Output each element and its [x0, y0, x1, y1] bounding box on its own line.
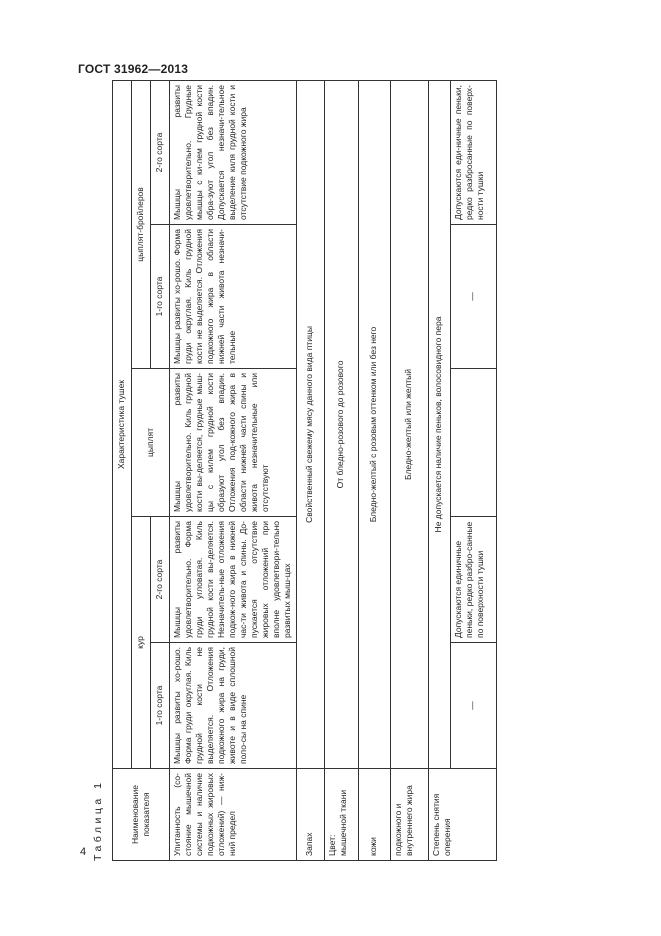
col-name-header: Наименование показателя	[113, 769, 170, 861]
row-fatness-broiler2: Мышцы развиты удовлетворительно. Грудные мышцы с ки-лем грудной кости обра-зуют угол без впадин. Допускается незначи-тельное выделение киля грудной кости и отсутствие подкожного жира	[170, 80, 297, 224]
group-broiler: цыплят-бройлеров	[132, 80, 151, 368]
grade-kur-1: 1-го сорта	[151, 643, 170, 769]
row-fatness-kur2: Мышцы развиты удовлетворительно. Форма груди угловатая. Киль грудной кости вы-деляется. Незначитель-ные отложения подкож-ного жира в нижней час-ти живота и спины. До-пускается отсутствие жировых отложений при вполне удовлетвори-тельно развитых мыш-цах	[170, 517, 297, 643]
document-header: ГОСТ 31962—2013	[78, 62, 189, 76]
row-fatness-tsyp: Мышцы развиты удовлетворительно. Киль грудной кости вы-деляется, грудные мыш-цы с килем грудной кости образуют угол без впадин. Отложения под-кожного жира в области нижней части спины и живота незначительные или отсутствуют	[170, 369, 297, 517]
row-fatness-kur1: Мышцы развиты хо-рошо. Форма груди округлая. Киль грудной кости не выделяется. Отложения подкожного жира на груди, животе и в виде сплошной поло-сы на спине	[170, 643, 297, 769]
page-number: 4	[80, 846, 87, 858]
row-feather-kur2: Допускаются единичные пеньки, редко разбро-санные по поверхности тушки	[450, 517, 496, 643]
char-header: Характеристика тушек	[113, 80, 132, 768]
row-feather-common: Не допускается наличие пеньков, волосовидного пера	[428, 80, 450, 768]
row-skin-value: Бледно-желтый с розовым оттенком или без него	[358, 80, 390, 768]
row-smell-value: Свойственный свежему мясу данного вида птицы	[296, 80, 324, 768]
color-label: Цвет:	[326, 834, 337, 856]
table-caption: Таблица 1	[92, 779, 104, 861]
row-feather-kur1: —	[450, 643, 496, 769]
grade-broiler-2: 2-го сорта	[151, 80, 170, 224]
row-muscle-name: мышечной ткани	[337, 789, 348, 856]
row-fatness-broiler1: Мышцы развиты хо-рошо. Форма груди округлая. Киль грудной кости не выделяется. Отложения подкожного жира в области нижней части живота незначи-тельные	[170, 225, 297, 369]
row-muscle-value: От бледно-розового до розового	[324, 80, 358, 768]
group-tsyplyat: цыплят	[132, 369, 170, 517]
row-feather-broiler1: —	[450, 225, 496, 369]
row-feather-name: Степень снятия оперения	[428, 769, 496, 861]
characteristics-table	[112, 80, 497, 861]
row-feather-broiler2: Допускаются еди-ничные пеньки, редко разбросанные по поверх-ности тушки	[450, 80, 496, 224]
rotated-table-block	[92, 81, 602, 861]
group-kur: кур	[132, 517, 151, 769]
row-fatness-name: Упитанность (со-стояние мышечной системы и наличие подкожных жировых отложений) — ниж-ний предел	[170, 769, 297, 861]
row-muscle-name-cell	[324, 769, 358, 861]
row-feather-tsyp-empty	[450, 369, 496, 517]
row-skin-name: кожи	[358, 769, 390, 861]
grade-kur-2: 2-го сорта	[151, 517, 170, 643]
row-smell-name: Запах	[296, 769, 324, 861]
row-fat-value: Бледно-желтый или желтый	[390, 80, 428, 768]
grade-broiler-1: 1-го сорта	[151, 225, 170, 369]
row-fat-name: подкожного и внутреннего жира	[390, 769, 428, 861]
